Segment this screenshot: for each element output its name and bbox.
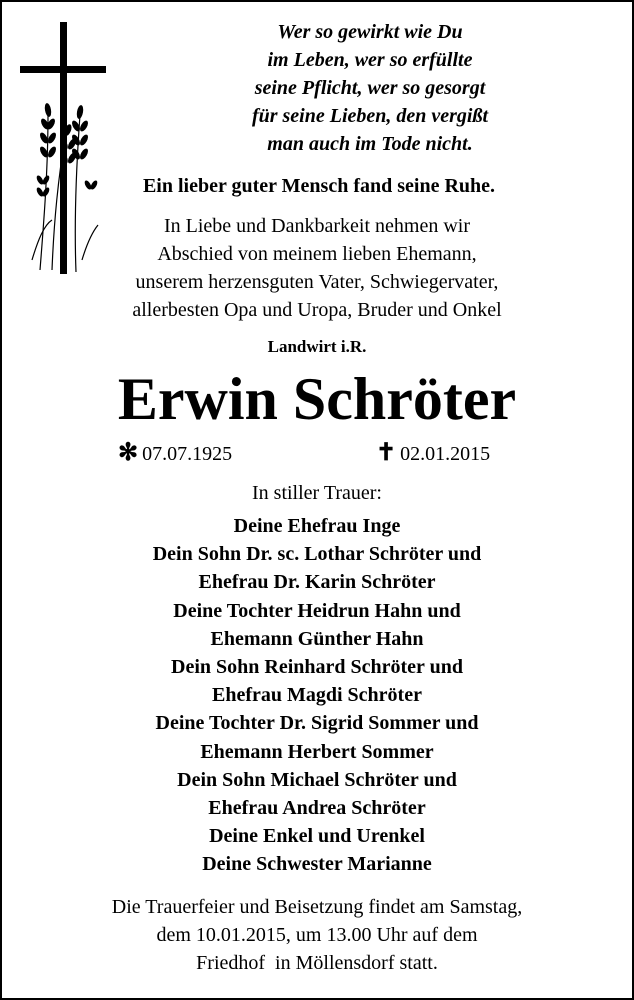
poem-line: man auch im Tode nicht. [267, 133, 473, 155]
birth-date-value: 07.07.1925 [142, 443, 233, 465]
family-member: Ehemann Günther Hahn [210, 627, 424, 650]
poem-verse [150, 18, 590, 158]
family-member: Dein Sohn Reinhard Schröter und [171, 656, 463, 679]
family-member: Ehefrau Magdi Schröter [212, 684, 422, 707]
family-member: Deine Ehefrau Inge [233, 515, 401, 537]
intro-text [92, 212, 542, 324]
intro-line: In Liebe und Dankbarkeit nehmen wir [163, 215, 470, 237]
family-member: Deine Tochter Dr. Sigrid Sommer und [155, 712, 479, 735]
birth-date [118, 439, 232, 468]
deceased-name: Erwin Schröter [117, 366, 517, 432]
family-member: Ehefrau Andrea Schröter [208, 797, 426, 820]
family-member: Dein Sohn Dr. sc. Lothar Schröter und [152, 543, 482, 566]
family-member: Deine Tochter Heidrun Hahn und [173, 599, 461, 622]
intro-line: allerbesten Opa und Uropa, Bruder und Onkel [132, 299, 502, 321]
family-member: Ehefrau Dr. Karin Schröter [198, 571, 436, 594]
family-member: Deine Enkel und Urenkel [209, 825, 425, 848]
service-info [40, 893, 594, 977]
death-date [376, 439, 490, 468]
intro-line: unserem herzensguten Vater, Schwiegervater, [135, 271, 499, 293]
poem-line: im Leben, wer so erfüllte [267, 49, 473, 71]
family-member: Ehemann Herbert Sommer [200, 740, 434, 763]
service-line: Die Trauerfeier und Beisetzung findet am Samstag, [111, 896, 523, 918]
family-member: Dein Sohn Michael Schröter und [177, 768, 457, 791]
death-cross-icon: ✝ [376, 440, 397, 466]
service-line: Friedhof in Möllensdorf statt. [196, 952, 438, 974]
family-list [60, 512, 574, 879]
family-member: Deine Schwester Marianne [202, 853, 432, 876]
motto-line: Ein lieber guter Mensch fand seine Ruhe. [142, 175, 496, 197]
service-line: dem 10.01.2015, um 13.00 Uhr auf dem [156, 924, 478, 946]
occupation: Landwirt i.R. [267, 337, 367, 356]
poem-line: seine Pflicht, wer so gesorgt [254, 77, 486, 99]
intro-line: Abschied von meinem lieben Ehemann, [157, 243, 477, 265]
poem-line: für seine Lieben, den vergißt [251, 105, 489, 127]
birth-star-icon: ✻ [118, 440, 139, 466]
poem-line: Wer so gewirkt wie Du [277, 21, 463, 43]
mourning-label: In stiller Trauer: [252, 482, 382, 504]
death-date-value: 02.01.2015 [400, 443, 491, 465]
